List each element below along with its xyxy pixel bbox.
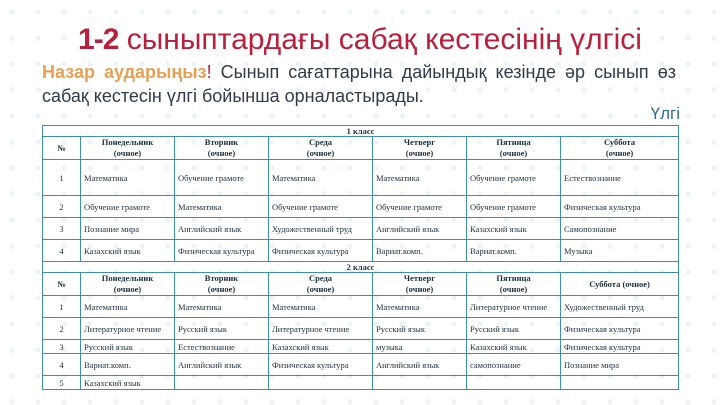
- lesson-cell: Физическая культура: [269, 240, 373, 262]
- lesson-cell: Математика: [175, 296, 269, 318]
- lesson-cell: Русский язык: [467, 318, 561, 340]
- lesson-cell: Художественный труд: [561, 296, 679, 318]
- day-name: Понедельник: [101, 137, 154, 147]
- lesson-cell: Казахский язык: [81, 240, 175, 262]
- day-mode: (очное): [113, 284, 142, 294]
- day-name: Среда: [308, 273, 333, 283]
- lesson-number: 2: [43, 318, 81, 340]
- day-name: Суббота: [603, 137, 636, 147]
- lesson-cell: Английский язык: [175, 354, 269, 376]
- lesson-cell: Обучение грамоте: [81, 196, 175, 218]
- table-row: [43, 354, 679, 376]
- table-row: [43, 240, 679, 262]
- lesson-cell: Физическая культура: [561, 340, 679, 354]
- lesson-number: 3: [43, 218, 81, 240]
- day-name: Суббота (очное): [589, 278, 650, 289]
- lesson-cell: Литературное чтение: [81, 318, 175, 340]
- lesson-cell: Художественный труд: [269, 218, 373, 240]
- lesson-cell: Русский язык: [175, 318, 269, 340]
- day-header: [467, 137, 561, 160]
- day-header: [561, 137, 679, 160]
- day-mode: (очное): [499, 148, 528, 158]
- lesson-cell: Казахский язык: [269, 340, 373, 354]
- lesson-cell: [373, 376, 467, 390]
- day-mode: (очное): [306, 284, 335, 294]
- lesson-cell: Вариат.комп.: [81, 354, 175, 376]
- lesson-cell: Казахский язык: [467, 340, 561, 354]
- lesson-cell: Обучение грамоте: [467, 160, 561, 196]
- lesson-cell: Познание мира: [81, 218, 175, 240]
- lesson-cell: Обучение грамоте: [269, 196, 373, 218]
- day-name: Пятница: [496, 137, 531, 147]
- lesson-cell: Русский язык: [373, 318, 467, 340]
- num-header: №: [43, 273, 81, 296]
- num-header: №: [43, 137, 81, 160]
- day-header: [467, 273, 561, 296]
- lesson-cell: Физическая культура: [175, 240, 269, 262]
- lesson-number: 2: [43, 196, 81, 218]
- day-header: [175, 273, 269, 296]
- lesson-cell: Музыка: [561, 240, 679, 262]
- lesson-cell: Математика: [373, 160, 467, 196]
- day-mode: (очное): [306, 148, 335, 158]
- table-row: [43, 196, 679, 218]
- lesson-cell: Обучение грамоте: [175, 160, 269, 196]
- day-header: [373, 273, 467, 296]
- class2-title: 2 класс: [43, 262, 679, 273]
- lesson-cell: Английский язык: [175, 218, 269, 240]
- day-mode: (очное): [207, 148, 236, 158]
- lesson-cell: Естествознание: [175, 340, 269, 354]
- lesson-cell: [561, 376, 679, 390]
- lesson-cell: Познание мира: [561, 354, 679, 376]
- schedule-table: [42, 125, 679, 390]
- lesson-cell: Казахский язык: [81, 376, 175, 390]
- day-header: [269, 273, 373, 296]
- intro-paragraph: [42, 60, 676, 108]
- lesson-cell: Русский язык: [81, 340, 175, 354]
- title-text: сыныптардағы сабақ кестесінің үлгісі: [118, 23, 642, 56]
- day-name: Четверг: [403, 137, 436, 147]
- lesson-cell: Английский язык: [373, 218, 467, 240]
- table-row: [43, 296, 679, 318]
- lesson-cell: Самопознание: [561, 218, 679, 240]
- table-row: [43, 160, 679, 196]
- table-row: [43, 376, 679, 390]
- day-name: Среда: [308, 137, 333, 147]
- day-mode: (очное): [405, 148, 434, 158]
- class1-title: 1 класс: [43, 126, 679, 137]
- lesson-number: 3: [43, 340, 81, 354]
- lesson-number: 4: [43, 240, 81, 262]
- lesson-cell: [269, 376, 373, 390]
- lesson-cell: Обучение грамоте: [373, 196, 467, 218]
- day-header: [373, 137, 467, 160]
- lesson-cell: Математика: [373, 296, 467, 318]
- sample-label: Үлгі: [650, 104, 680, 123]
- day-header: [561, 273, 679, 296]
- lesson-cell: Математика: [175, 196, 269, 218]
- table-row: [43, 218, 679, 240]
- lesson-cell: Казахский язык: [467, 218, 561, 240]
- lesson-cell: Вариат.комп.: [373, 240, 467, 262]
- day-mode: (очное): [207, 284, 236, 294]
- day-mode: (очное): [605, 148, 634, 158]
- lesson-cell: Математика: [81, 296, 175, 318]
- lesson-cell: [175, 376, 269, 390]
- day-header: [81, 137, 175, 160]
- lesson-cell: Физическая культура: [561, 196, 679, 218]
- lesson-number: 1: [43, 160, 81, 196]
- lesson-cell: Английский язык: [373, 354, 467, 376]
- day-name: Четверг: [403, 273, 436, 283]
- day-mode: (очное): [499, 284, 528, 294]
- day-header: [175, 137, 269, 160]
- attention-label: Назар аударыңыз: [42, 62, 207, 82]
- title-grades: 1-2: [78, 23, 119, 56]
- lesson-number: 1: [43, 296, 81, 318]
- day-name: Пятница: [496, 273, 531, 283]
- lesson-cell: Обучение грамоте: [467, 196, 561, 218]
- day-name: Вторник: [204, 273, 239, 283]
- lesson-cell: Математика: [269, 296, 373, 318]
- day-mode: (очное): [405, 284, 434, 294]
- day-name: Понедельник: [101, 273, 154, 283]
- lesson-cell: Физическая культура: [561, 318, 679, 340]
- day-name: Вторник: [204, 137, 239, 147]
- lesson-cell: Литературное чтение: [467, 296, 561, 318]
- lesson-cell: Физическая культура: [269, 354, 373, 376]
- intro-text: Сынып сағаттарына дайындық кезінде әр сынып өз сабақ кестесін үлгі бойынша орналастырады.: [42, 62, 676, 106]
- lesson-cell: музыка: [373, 340, 467, 354]
- table-row: [43, 340, 679, 354]
- lesson-number: 4: [43, 354, 81, 376]
- day-mode: (очное): [113, 148, 142, 158]
- lesson-cell: Литературное чтение: [269, 318, 373, 340]
- page-title: [0, 22, 720, 58]
- table-row: [43, 318, 679, 340]
- lesson-cell: Математика: [269, 160, 373, 196]
- lesson-cell: Естествознание: [561, 160, 679, 196]
- lesson-cell: Вариат.комп.: [467, 240, 561, 262]
- day-header: [269, 137, 373, 160]
- lesson-cell: Математика: [81, 160, 175, 196]
- attention-exclamation: !: [206, 62, 212, 82]
- day-header: [81, 273, 175, 296]
- lesson-number: 5: [43, 376, 81, 390]
- lesson-cell: [467, 376, 561, 390]
- lesson-cell: самопознание: [467, 354, 561, 376]
